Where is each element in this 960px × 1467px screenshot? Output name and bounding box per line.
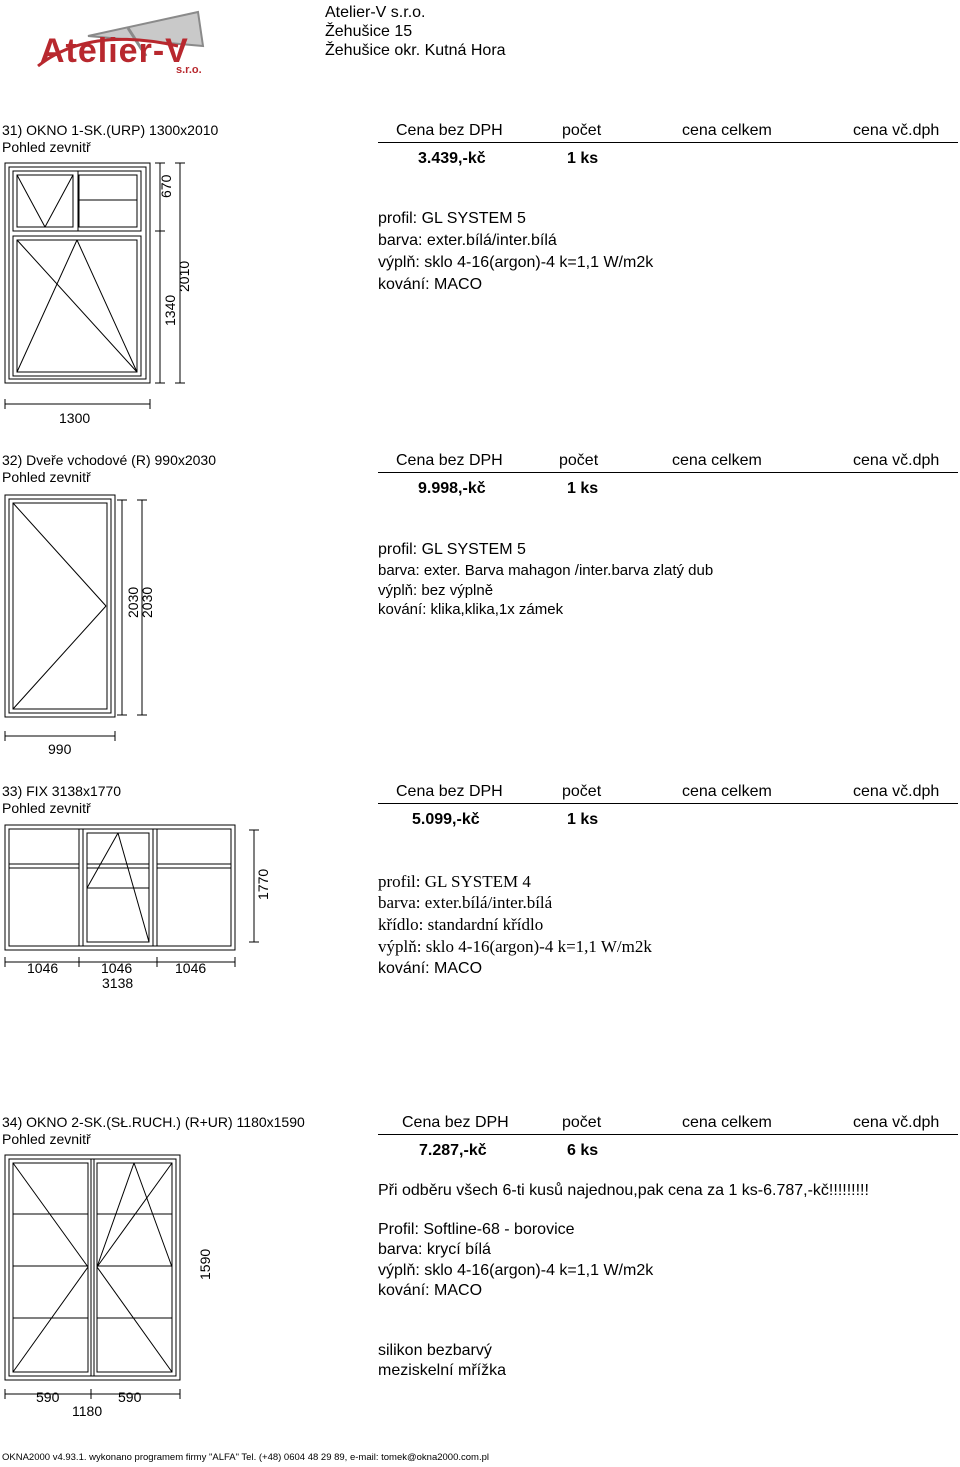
header-count: počet [562,1114,602,1131]
item-32-fill: výplň: bez výplně [378,582,494,599]
item-33-hardware: kování: MACO [378,960,483,977]
item-34-dim-height: 1590 [197,1248,213,1280]
item-33-sash: křídlo: standardní křídlo [378,915,544,934]
footer-credit: OKNA2000 v4.93.1. wykonano programem firmy "ALFA" Tel. (+48) 0604 48 29 89, e-mail: tomek@okna2000.com.pl [2,1452,489,1463]
header-count: počet [562,783,602,800]
item-31-color: barva: exter.bílá/inter.bílá [378,232,557,249]
item-33-dim-w3: 1046 [175,960,207,976]
item-31-price: 3.439,-kč [418,150,486,167]
header-price: Cena bez DPH [402,1114,509,1131]
item-34-profile: Profil: Softline-68 - borovice [378,1221,575,1238]
header-count: počet [562,122,602,139]
item-34-price: 7.287,-kč [419,1142,487,1159]
logo-subtext: s.r.o. [176,64,202,76]
item-34-dim-w2: 590 [118,1389,142,1405]
item-32-profile: profil: GL SYSTEM 5 [378,541,526,558]
item-33-count: 1 ks [567,811,599,828]
header-price: Cena bez DPH [396,452,503,469]
item-33-profile: profil: GL SYSTEM 4 [378,872,531,891]
item-32-dim-b: 2030 [139,586,155,618]
item-33-dim-w1: 1046 [27,960,59,976]
item-31-title: 31) OKNO 1-SK.(URP) 1300x2010 [2,122,219,138]
item-33-view: Pohled zevnitř [2,800,91,816]
header-total: cena celkem [682,1114,772,1131]
header-price: Cena bez DPH [396,783,503,800]
company-logo [28,6,238,84]
header-total: cena celkem [672,452,762,469]
header-total: cena celkem [682,783,772,800]
item-31-count: 1 ks [567,150,599,167]
item-31-fill: výplň: sklo 4-16(argon)-4 k=1,1 W/m2k [378,254,654,271]
item-33-dim-height: 1770 [255,868,271,900]
item-33-color: barva: exter.bílá/inter.bílá [378,893,553,912]
item-34-view: Pohled zevnitř [2,1131,91,1147]
item-31-hardware: kování: MACO [378,276,483,293]
item-33-fill: výplň: sklo 4-16(argon)-4 k=1,1 W/m2k [378,937,652,956]
item-34-extra-2: meziskelní mřížka [378,1362,507,1379]
item-32-hardware: kování: klika,klika,1x zámek [378,601,564,618]
item-33-title: 33) FIX 3138x1770 [2,783,122,799]
item-34-note: Při odběru všech 6-ti kusů najednou,pak cena za 1 ks-6.787,-kč!!!!!!!!! [378,1182,869,1199]
item-34-extra-1: silikon bezbarvý [378,1342,492,1359]
item-32-view: Pohled zevnitř [2,469,91,485]
item-32-table-header [378,452,958,473]
item-33-table-header [378,783,958,804]
item-33-price: 5.099,-kč [412,811,480,828]
item-31-dim-top: 670 [158,174,174,198]
item-34-dim-width: 1180 [72,1403,103,1419]
item-31-dim-bottom: 1340 [162,294,178,326]
item-34-count: 6 ks [567,1142,599,1159]
item-32-title: 32) Dveře vchodové (R) 990x2030 [2,452,217,468]
item-32-dim-a: 2030 [125,586,141,618]
item-33-dim-width: 3138 [102,975,134,991]
logo-text: Atelier-V [40,32,189,70]
header-total-vat: cena vč.dph [853,783,940,800]
item-34-title: 34) OKNO 2-SK.(SŁ.RUCH.) (R+UR) 1180x1590 [2,1114,305,1130]
item-34-drawing [0,1150,220,1410]
header-count: počet [559,452,599,469]
company-name: Atelier-V s.r.o. [325,4,426,21]
item-34-table-header [378,1114,958,1135]
header-total-vat: cena vč.dph [853,452,940,469]
item-32-color: barva: exter. Barva mahagon /inter.barva zlatý dub [378,562,714,579]
item-31-view: Pohled zevnitř [2,139,91,155]
company-address-1: Žehušice 15 [325,23,413,40]
item-31-profile: profil: GL SYSTEM 5 [378,210,526,227]
item-34-fill: výplň: sklo 4-16(argon)-4 k=1,1 W/m2k [378,1262,654,1279]
item-32-dim-width: 990 [48,741,72,757]
item-34-color: barva: krycí bílá [378,1241,491,1258]
item-31-dim-total: 2010 [176,260,192,292]
item-34-hardware: kování: MACO [378,1282,483,1299]
item-32-count: 1 ks [567,480,599,497]
header-total-vat: cena vč.dph [853,1114,940,1131]
item-33-dim-w2: 1046 [101,960,133,976]
item-31-dim-width: 1300 [59,410,91,426]
company-address-2: Žehušice okr. Kutná Hora [325,42,506,59]
header-total: cena celkem [682,122,772,139]
item-34-dim-w1: 590 [36,1389,60,1405]
header-total-vat: cena vč.dph [853,122,940,139]
header-price: Cena bez DPH [396,122,503,139]
item-31-table-header [378,122,958,143]
item-32-price: 9.998,-kč [418,480,486,497]
